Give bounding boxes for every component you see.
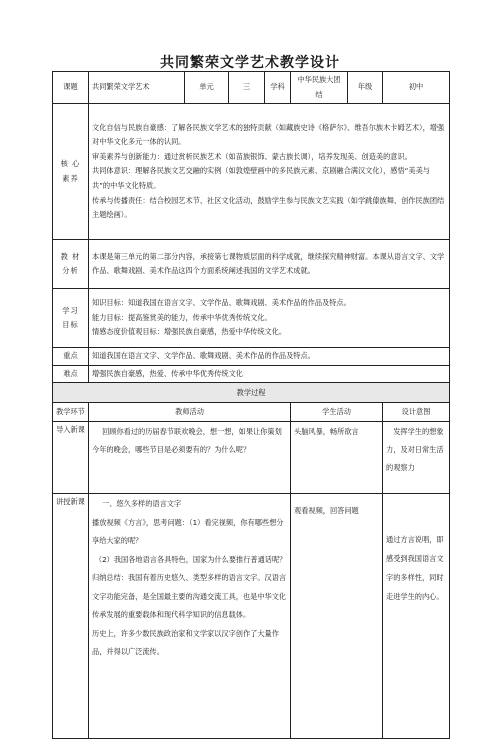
- teacher-activity-text: 回顾你看过的历届春节联欢晚会，想一想，如果让你策划今年的晚会，哪些节目是必须要有的？为什么呢？: [92, 427, 282, 455]
- analysis-label: 教 材 分析: [53, 240, 89, 289]
- goal-item: 知识目标：知道我国在语言文字、文学作品、歌舞戏剧、美术作品的作品及特点。: [92, 298, 351, 308]
- topic-value: 共同繁荣文学艺术: [89, 72, 185, 104]
- grade-label: 年级: [348, 72, 383, 104]
- intent-cell: 通过方言说唱，即感受到我国语言文字的多样性，同时走进学生的内心。: [383, 494, 450, 739]
- unit-value: 三: [229, 72, 265, 104]
- key-point-label: 重点: [53, 348, 89, 366]
- stage-cell: 讲授新课: [53, 494, 89, 739]
- teacher-activity-text: 归纳总结：我国有着历史悠久、类型多样的语言文字。汉语言文字功能完备，是全国最主要的沟通交流工具，也是中华文化传承发展的重要载体和现代科学知识的信息载体。: [92, 573, 287, 620]
- subject-label: 学科: [265, 72, 291, 104]
- col-intent-header: 设计意图: [383, 403, 450, 422]
- page-title: 共同繁荣文学艺术教学设计: [160, 55, 340, 71]
- process-heading: 教学过程: [53, 383, 450, 403]
- col-student-header: 学生活动: [291, 403, 383, 422]
- grade-value: 初中: [383, 72, 450, 104]
- key-point-row: [53, 348, 450, 366]
- core-literacy-content: [89, 104, 450, 240]
- core-item: 传承与传播责任：结合校园艺术节、社区文化活动，鼓励学生参与民族文艺实践（如学跳傣族舞、创作民族团结主题绘画）。: [92, 195, 445, 220]
- key-point-content: 知道我国在语言文字、文学作品、歌舞戏剧、美术作品的作品及特点。: [89, 348, 450, 366]
- info-row: [53, 72, 450, 104]
- col-stage-header: 教学环节: [53, 403, 89, 422]
- core-item: 共同体意识：理解各民族文艺交融的实例（如敦煌壁画中的多民族元素、京剧融合满汉文化），感悟“美美与共”的中华文化特质。: [92, 166, 430, 190]
- goals-content: [89, 289, 450, 348]
- col-teacher-header: 教师活动: [89, 403, 291, 422]
- core-literacy-row: [53, 104, 450, 240]
- process-header-row: [53, 403, 450, 422]
- process-row-lecture: [53, 494, 450, 739]
- core-literacy-label: 核 心 素养: [53, 104, 89, 240]
- analysis-row: [53, 240, 450, 289]
- process-heading-row: [53, 383, 450, 403]
- teacher-activity-text: （2）我国各地语言各具特色，国家为什么要推行普通话呢？: [94, 554, 287, 564]
- subject-value: 中华民族大团结: [291, 72, 348, 104]
- teacher-activity-cell: [89, 494, 291, 739]
- teacher-activity-text: 历史上，许多少数民族政治家和文学家以汉字创作了大量作品，并得以广泛流传。: [92, 628, 279, 657]
- process-row-intro: [53, 422, 450, 494]
- teacher-activity-text: 播放视频《方言》，思考问题：（1）看完视频，你有哪些想分享给大家的呢？: [92, 517, 284, 546]
- difficult-point-label: 难点: [53, 365, 89, 383]
- topic-label: 课题: [53, 72, 89, 104]
- teacher-activity-cell: [89, 422, 291, 494]
- student-activity-cell: 头脑风暴，畅所欲言: [291, 422, 383, 494]
- intent-cell: 发挥学生的想象力，及对日常生活的观察力: [383, 422, 450, 494]
- student-activity-cell: 观看视频，回答问题: [291, 494, 383, 739]
- core-item: 审美素养与创新能力：通过赏析民族艺术（如苗族银饰、蒙古族长调），培养发现美、创造美的意识。: [92, 151, 412, 161]
- difficult-point-row: [53, 365, 450, 383]
- unit-label: 单元: [185, 72, 229, 104]
- goals-row: [53, 289, 450, 348]
- difficult-point-content: 增强民族自豪感，热爱、传承中华优秀传统文化: [89, 365, 450, 383]
- lesson-plan-table: [52, 71, 450, 739]
- analysis-content: 本课是第三单元的第二部分内容，承接第七课物质层面的科学成就，继续探究精神财富。本课从语言文字、文学作品、歌舞戏剧、美术作品这四个方面系统阐述我国的文学艺术成就。: [89, 240, 450, 289]
- goals-label: 学习 目标: [53, 289, 89, 348]
- goal-item: 能力目标：提高鉴赏美的能力，传承中华优秀传统文化。: [92, 312, 272, 322]
- section-heading: 一、悠久多样的语言文字: [102, 499, 182, 509]
- stage-cell: 导入新课: [53, 422, 89, 494]
- goal-item: 情感态度价值观目标：增强民族自豪感，热爱中华传统文化。: [92, 327, 287, 337]
- core-item: 文化自信与民族自豪感：了解各民族文学艺术的独特贡献（如藏族史诗《格萨尔》、维吾尔族木卡姆艺术），增强对中华文化多元一体的认同。: [92, 122, 445, 147]
